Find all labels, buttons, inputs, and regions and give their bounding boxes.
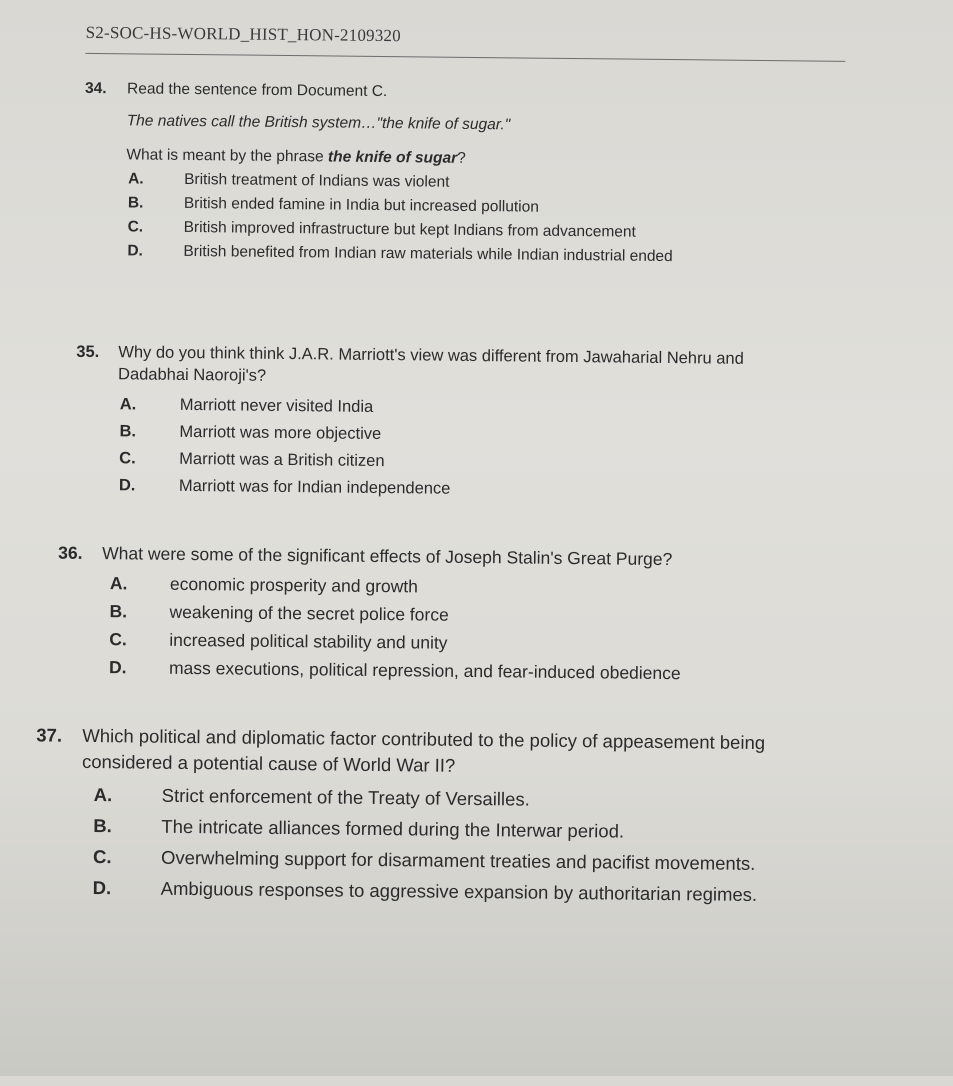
- option-letter: B.: [127, 194, 144, 212]
- option-text: mass executions, political repression, and fear-induced obedience: [168, 657, 681, 684]
- option-letter: C.: [109, 629, 127, 650]
- document-code: S2-SOC-HS-WORLD_HIST_HON-2109320: [85, 22, 401, 46]
- option-text: Marriott was for Indian independence: [178, 476, 451, 498]
- option-letter: B.: [93, 815, 112, 837]
- option-letter: B.: [109, 601, 128, 622]
- option-letter: D.: [127, 242, 143, 260]
- option-text: Ambiguous responses to aggressive expansion by authoritarian regimes.: [160, 877, 758, 905]
- question-stem: Which political and diplomatic factor contributed to the policy of appeasement being: [82, 724, 766, 754]
- question-36: [57, 541, 878, 690]
- option-text: Overwhelming support for disarmament treaties and pacifist movements.: [160, 846, 756, 874]
- option-letter: C.: [127, 218, 144, 236]
- option-text: British treatment of Indians was violent: [184, 170, 450, 191]
- option-text: British benefited from Indian raw materials while Indian industrial ended: [183, 242, 673, 266]
- option-text: Marriott never visited India: [179, 395, 374, 416]
- header-rule: [85, 53, 845, 62]
- question-number: 36.: [58, 542, 83, 563]
- option-text: British ended famine in India but increased pollution: [183, 194, 539, 216]
- option-letter: A.: [119, 395, 137, 414]
- option-letter: A.: [109, 573, 128, 594]
- option-text: economic prosperity and growth: [169, 573, 419, 597]
- question-number: 34.: [84, 79, 107, 98]
- option-text: The intricate alliances formed during the Interwar period.: [161, 815, 625, 842]
- question-37: [35, 722, 897, 911]
- question-number: 35.: [76, 342, 100, 362]
- question-stem-continued: considered a potential cause of World War II?: [81, 750, 456, 776]
- question-stem: What were some of the significant effects of Joseph Stalin's Great Purge?: [102, 543, 673, 570]
- question-number: 37.: [36, 724, 63, 746]
- prompt-end: ?: [457, 149, 466, 167]
- option-text: British improved infrastructure but kept Indians from advancement: [183, 218, 636, 241]
- option-letter: B.: [119, 422, 137, 441]
- document-quote: The natives call the British system…"the knife of sugar.": [126, 112, 511, 134]
- option-letter: D.: [108, 657, 127, 678]
- question-stem: Why do you think think J.A.R. Marriott's view was different from Jawaharial Nehru and: [118, 343, 744, 368]
- option-text: Marriott was a British citizen: [179, 449, 385, 471]
- option-letter: A.: [93, 784, 113, 806]
- option-text: Strict enforcement of the Treaty of Versailles.: [161, 784, 530, 810]
- option-text: weakening of the secret police force: [169, 601, 449, 625]
- question-34: [83, 77, 825, 271]
- question-intro: Read the sentence from Document C.: [126, 80, 388, 101]
- prompt-emphasis: the knife of sugar: [327, 148, 458, 167]
- option-letter: D.: [92, 877, 112, 899]
- question-stem-continued: Dadabhai Naoroji's?: [117, 365, 267, 385]
- option-letter: D.: [118, 476, 136, 495]
- question-35: [75, 341, 857, 507]
- option-letter: C.: [119, 449, 136, 468]
- prompt-text: What is meant by the phrase: [126, 146, 329, 166]
- option-letter: A.: [128, 170, 144, 188]
- option-text: Marriott was more objective: [179, 422, 382, 444]
- option-text: increased political stability and unity: [169, 629, 448, 653]
- option-letter: C.: [92, 846, 112, 868]
